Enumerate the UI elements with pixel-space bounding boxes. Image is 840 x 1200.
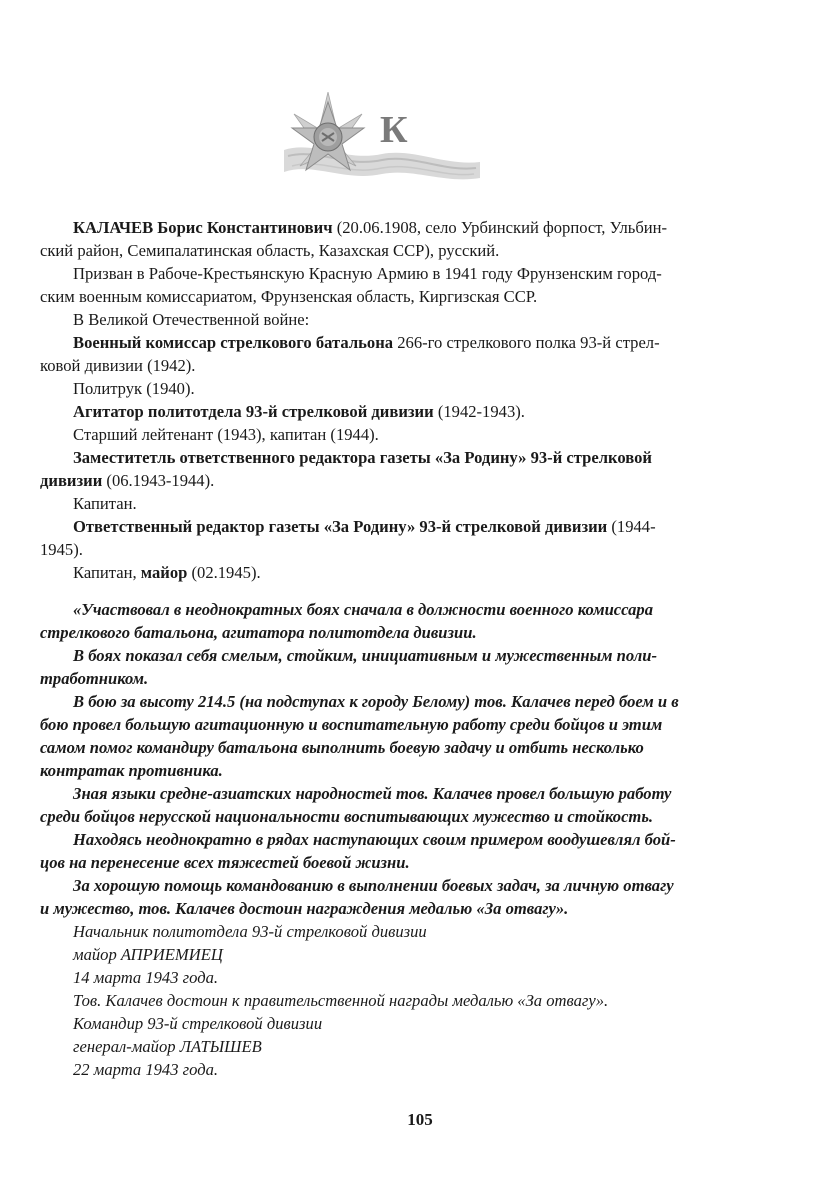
career-item: Капитан, майор (02.1945). [73,563,261,582]
career-item: Военный комиссар стрелкового батальона 266-го стрелкового полка 93-й стрел- ковой дивизии (1942). [40,333,660,375]
citation: «Участвовал в неоднократных боях сначала в должности военного комиссара стрелкового батальона, агитатора политотдела дивизии. В боях показал себя смелым, стойким, инициативным и мужественным поли- тработником. В бою за высоту 214.5 (на подступах к городу Белому) тов. Калачев перед боем и в бою провел большую агитационную и воспитательную работу среди бойцов и этим самом помог командиру батальона выполнить боевую задачу и отбить несколько контратак противника. Зная языки средне-азиатских народностей тов. Калачев провел большую работу среди бойцов нерусской национальности воспитывающих мужество и стойкость. Находясь неоднократно в рядах наступающих своим примером воодушевлял бой- цов на перенесение всех тяжестей боевой жизни. За хорошую помощь командованию в выполнении боевых задач, за личную отвагу и мужество, тов. Калачев достоин награждения медалью «За отвагу». [40,600,679,918]
career-item: Ответственный редактор газеты «За Родину» 93-й стрелковой дивизии (1944- 1945). [40,517,656,559]
war-label: В Великой Отечественной войне: [73,310,310,329]
order-of-patriotic-war-star-icon [284,92,480,190]
article-body [40,216,746,1081]
bio-paragraph: КАЛАЧЕВ Борис Константинович (20.06.1908, село Урбинский форпост, Ульбин- ский район, Семипалатинская область, Казахская ССР), русский. [40,218,668,260]
conscription-paragraph: Призван в Рабоче-Крестьянскую Красную Армию в 1941 году Фрунзенским город- ским военным комиссариатом, Фрунзенская область, Киргизская ССР. [40,264,662,306]
career-item: Агитатор политотдела 93-й стрелковой дивизии (1942-1943). [73,402,525,421]
career-item: Капитан. [73,494,137,513]
svg-text:К: К [380,109,408,151]
career-item: Заместитетль ответственного редактора газеты «За Родину» 93-й стрелковой дивизии (06.1943-1944). [40,448,652,490]
signatures: Начальник политотдела 93-й стрелковой дивизии майор АПРИЕМИЕЦ 14 марта 1943 года. Тов. Калачев достоин к правительственной награды медалью «За отвагу». Командир 93-й стрелковой дивизии генерал-майор ЛАТЫШЕВ 22 марта 1943 года. [73,922,609,1079]
person-name: КАЛАЧЕВ Борис Константинович [73,218,333,237]
career-item: Политрук (1940). [73,379,195,398]
career-item: Старший лейтенант (1943), капитан (1944). [73,425,379,444]
page-number: 105 [407,1110,433,1129]
